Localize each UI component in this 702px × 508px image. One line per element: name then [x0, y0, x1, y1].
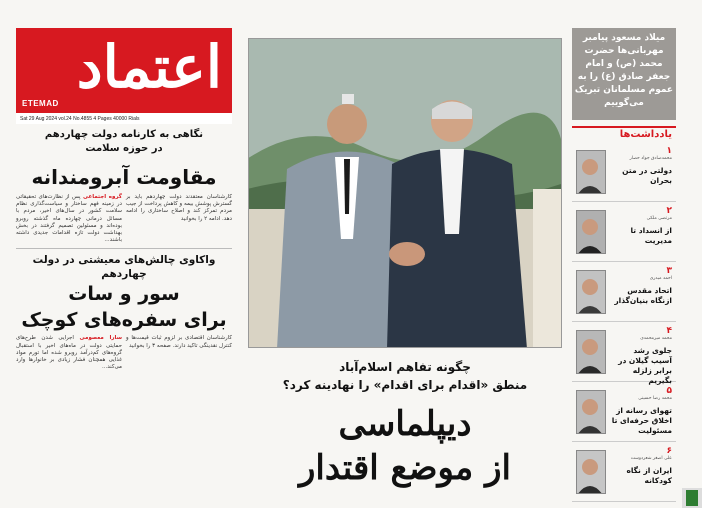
story1-headline[interactable]: مقاومت آبرومندانه [31, 165, 217, 189]
note-item[interactable]: ۴ محمد میرمحمدی جلوی رشد آسیب گیلان در برابر زلزله بگیریم [572, 324, 676, 382]
story2-kicker: واکاوی چالش‌های معیشتی در دولت چهاردهم [32, 254, 216, 281]
newspaper-logo: اعتماد [76, 33, 222, 101]
author-photo [576, 210, 606, 254]
author-photo [576, 330, 606, 374]
birthday-greeting: میلاد مسعود پیامبر مهربانی‌ها حضرت محمد (ص) و امام جعفر صادق (ع) را به عموم مسلمانان تبریک می‌گوییم [572, 28, 676, 120]
story2-headline-line2[interactable]: برای سفره‌های کوچک [21, 309, 227, 332]
right-column [572, 28, 676, 508]
center-kicker: چگونه تفاهم اسلام‌آباد منطق «اقدام برای اقدام» را نهادینه کرد؟ [282, 360, 528, 392]
story1-body [16, 194, 232, 244]
photo-illustration [248, 39, 561, 348]
center-headline[interactable]: دیپلماسی از موضع اقتدار [299, 404, 511, 488]
story2-body [16, 335, 232, 371]
note-item[interactable]: ۳ احمد میدری اتحاد مقدس ازنگاه بنیان‌گذار [572, 264, 676, 322]
author-photo [576, 450, 606, 494]
author-photo [576, 270, 606, 314]
note-item[interactable]: ۶ علی اصغر شعردوست ایران از نگاه کودکانه [572, 444, 676, 502]
story2-lead: سارا معصومی [79, 335, 122, 342]
story1-kicker-line1: نگاهی به کارنامه دولت چهاردهم [44, 129, 204, 140]
masthead [16, 28, 232, 124]
notes-title: یادداشت‌ها [572, 126, 676, 142]
note-item[interactable]: ۵ محمد رضا حسینی تهوای رسانه از اخلاق حرفه‌ای تا مسئولیت [572, 384, 676, 442]
divider [16, 248, 232, 249]
lead-photo[interactable] [248, 38, 562, 348]
author-photo [576, 150, 606, 194]
center-column [240, 28, 570, 508]
note-item[interactable]: ۲ مرتضی ملکی از انسداد تا مدیریت [572, 204, 676, 262]
latin-logo: ETEMAD [22, 99, 59, 108]
story2-col-b: کارشناسان اقتصادی بر لزوم ثبات قیمت‌ها و کنترل نقدینگی تاکید دارند. صفحه ۳ را بخوانید [126, 335, 232, 349]
left-column [16, 128, 232, 508]
story1-col-a: گروه اجتماعی پس از نظارت‌های تحقیقاتی در زمینه فهم ساختار و سیاست‌گذاری نظام سلامت کشور در سال‌های اخیر، مردم با مسائل درمانی چهارده ماه گذشته روبرو بوده‌اند و مسئولین تصمیم گرفتند در بخش بهداشت دولت تازه اقدامات جدیدی داشته باشند... [16, 194, 122, 244]
scroll-corner[interactable] [682, 488, 702, 508]
story2-col-a: سارا معصومی اجرایی شدن طرح‌های حمایتی دولت در ماه‌های اخیر با استقبال گروه‌های کم‌درآمد روبرو شده اما تورم مواد غذایی همچنان فشار زیادی بر خانوارها وارد می‌کند... [16, 335, 122, 371]
author-photo [576, 390, 606, 434]
story2-headline-line1[interactable]: سور و سات [68, 283, 180, 306]
story1-lead: گروه اجتماعی [82, 194, 122, 200]
issue-ribbon: Sat 29 Aug 2024 vol.24 No.4855 4 Pages 40000 Rials [16, 112, 232, 124]
story1-col-b: کارشناسان معتقدند دولت چهاردهم باید بر گسترش پوشش بیمه و کاهش پرداخت از جیب مردم تمرکز کند و اصلاح ساختاری را ادامه دهد. ادامه ۲ را بخوانید [126, 194, 232, 222]
story1-kicker-line2: در حوزه سلامت [85, 143, 163, 154]
note-item[interactable]: ۱ محمدصادق جواد حصار دولتی در متن بحران [572, 144, 676, 202]
